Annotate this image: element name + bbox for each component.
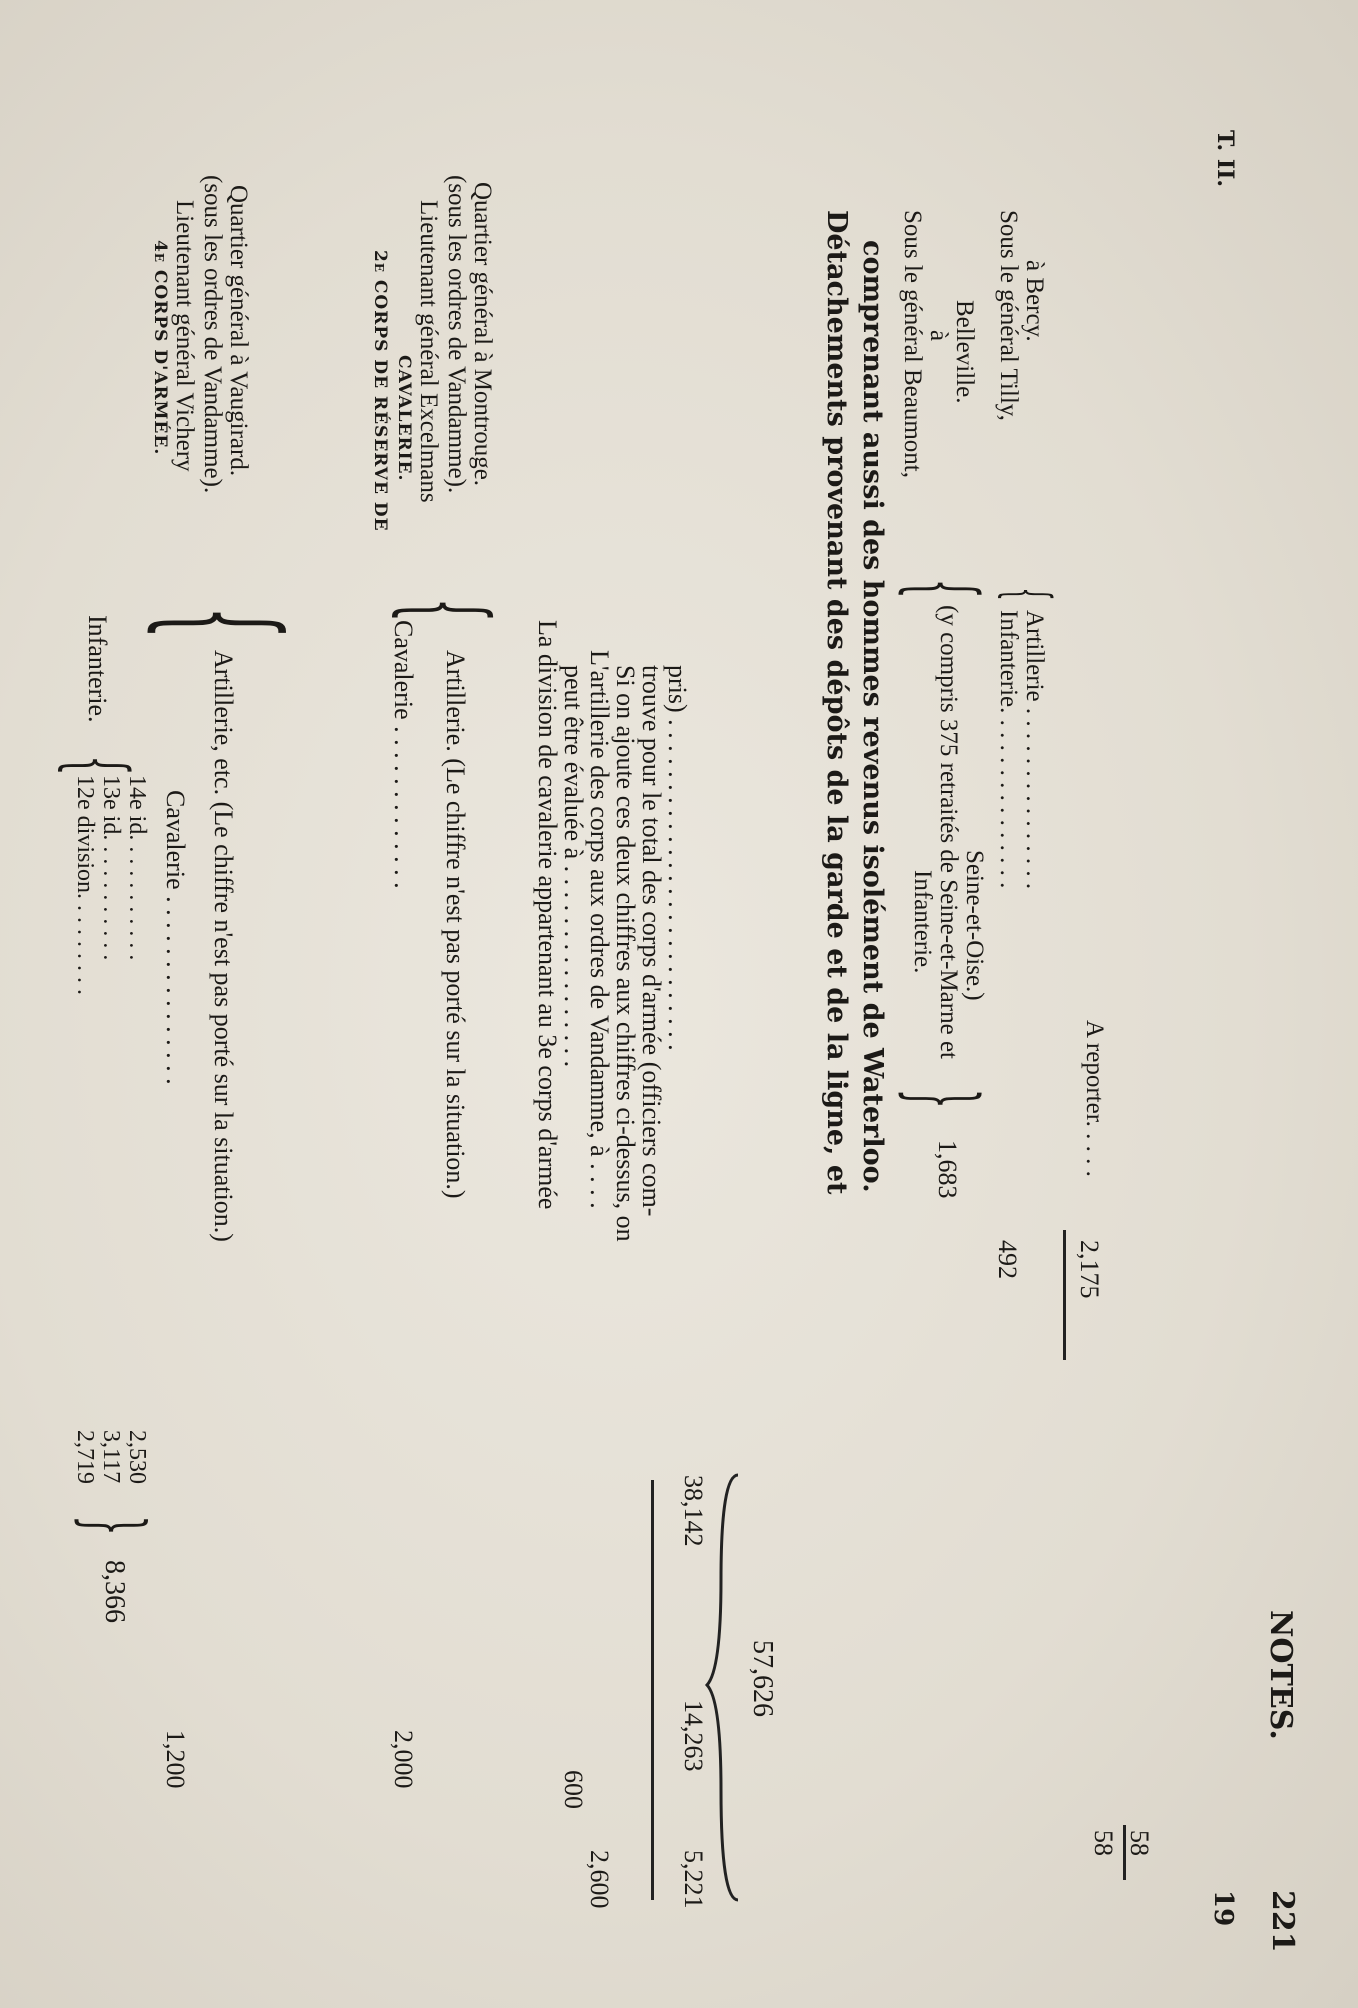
subtotal-rule	[1063, 1230, 1066, 1360]
tilly-artillerie: Artillerie . . . . . . . . . . . . . . .	[1021, 610, 1048, 890]
tilly-brace: {	[993, 587, 1063, 601]
corps4-artillerie-label: Artillerie, etc. (Le chiffre n'est pas porté sur la situation.)	[209, 650, 238, 1242]
corps4-cavalerie-label: Cavalerie . . . . . . . . . . . . . . .	[161, 790, 190, 1085]
tilly-line1: Sous le général Tilly,	[995, 210, 1022, 421]
div13-value: 3,117	[98, 1430, 124, 1484]
reserve2-cavalerie-label: Cavalerie . . . . . . . . . . . . .	[389, 620, 418, 889]
div13-label: 13e id. . . . . . . . . . .	[98, 775, 124, 961]
corps4-hq: Quartier général à Vaugirard.	[225, 185, 252, 477]
running-title: NOTES.	[1263, 1610, 1298, 1740]
note-line3-value: 2,600	[585, 1850, 614, 1909]
corps4-infanterie-total: 8,366	[99, 1560, 130, 1623]
note-line2-value: 600	[559, 1770, 588, 1809]
corps4-heading: 4e CORPS D'ARMÉE.	[150, 240, 170, 456]
division-brace: {	[52, 755, 145, 776]
corps4-commander: Lieutenant général Vichery	[171, 200, 198, 472]
grand-total: 57,626	[747, 1640, 778, 1717]
beaumont-line2: à	[925, 330, 952, 342]
division-close-brace: }	[61, 1515, 154, 1536]
corps4-orders: (sous les ordres de Vandamme).	[199, 175, 226, 494]
subtotal: 2,175	[1075, 1240, 1104, 1299]
total-infanterie: 38,142	[679, 1475, 708, 1547]
note-line6: pris) . . . . . . . . . . . . . . . . . . . . . . . . . .	[663, 665, 692, 1051]
reserve2-artillerie-label: Artillerie. (Le chiffre n'est pas porté sur la situation.)	[441, 650, 470, 1199]
reserve2-heading-line2: CAVALERIE.	[394, 355, 414, 482]
reserve2-commander: Lieutenant général Excelmans	[415, 200, 442, 503]
beaumont-value: 1,683	[933, 1140, 962, 1199]
corps4-brace: {	[136, 606, 310, 640]
volume-mark: T. II.	[1212, 130, 1238, 188]
tilly-infanterie-value: 492	[993, 1240, 1022, 1279]
note-line4: Si on ajoute ces deux chiffres aux chiffres ci-dessus, on	[611, 665, 640, 1242]
signature-mark: 19	[1208, 1890, 1238, 1927]
div14-label: 14e id. . . . . . . . . . .	[124, 775, 150, 961]
reserve2-heading-line1: 2e CORPS DE RÉSERVE DE	[370, 250, 390, 532]
artillerie-total: 58	[1125, 1830, 1154, 1856]
beaumont-line3: Belleville.	[951, 300, 978, 404]
note-line1: La division de cavalerie appartenant au 3e corps d'armée	[533, 620, 562, 1210]
reserve2-orders: (sous les ordres de Vandamme).	[443, 175, 470, 494]
detachments-heading-line2: comprenant aussi des hommes revenus isolément de Waterloo.	[857, 240, 888, 1193]
reserve2-hq: Quartier général à Montrouge.	[469, 182, 496, 487]
tilly-infanterie: Infanterie. . . . . . . . . . . . . . .	[995, 610, 1022, 889]
corps4-infanterie-label: Infanterie.	[83, 615, 112, 723]
corps4-cavalerie-value: 1,200	[161, 1730, 190, 1789]
artillerie-value: 58	[1089, 1830, 1118, 1856]
beaumont-infanterie: Infanterie.	[909, 870, 936, 974]
detachments-heading-line1: Détachements provenant des dépôts de la garde et de la ligne, et	[821, 210, 852, 1195]
reserve2-brace: {	[384, 597, 512, 623]
div12-value: 2,719	[72, 1430, 98, 1484]
note-line2: peut être évaluée à . . . . . . . . . . . . . . . .	[559, 665, 588, 1068]
beaumont-detail1: (y compris 375 retraités de Seine-et-Marne et	[935, 605, 962, 1059]
div12-label: 12e division. . . . . . . . .	[72, 775, 98, 995]
note-line5: trouve pour le total des corps d'armée (officiers com-	[637, 665, 666, 1217]
grand-total-brace-line	[703, 1470, 743, 1910]
page-number: 221	[1265, 1890, 1300, 1953]
total-artillerie: 5,221	[679, 1850, 708, 1909]
tilly-line2: à Bercy.	[1021, 260, 1048, 342]
beaumont-brace: {	[891, 578, 996, 599]
totals-rule	[651, 1480, 654, 1900]
note-line3: L'artillerie des corps aux ordres de Vandamme, à . . . .	[585, 650, 614, 1209]
beaumont-close-brace: }	[891, 1088, 996, 1109]
total-cavalerie: 14,263	[679, 1700, 708, 1772]
beaumont-line1: Sous le général Beaumont,	[899, 210, 926, 478]
a-reporter: A reporter. . . . .	[1081, 1020, 1108, 1177]
reserve2-cavalerie-value: 2,000	[389, 1730, 418, 1789]
beaumont-detail2: Seine-et-Oise.)	[961, 850, 988, 1001]
div14-value: 2,530	[124, 1430, 150, 1484]
